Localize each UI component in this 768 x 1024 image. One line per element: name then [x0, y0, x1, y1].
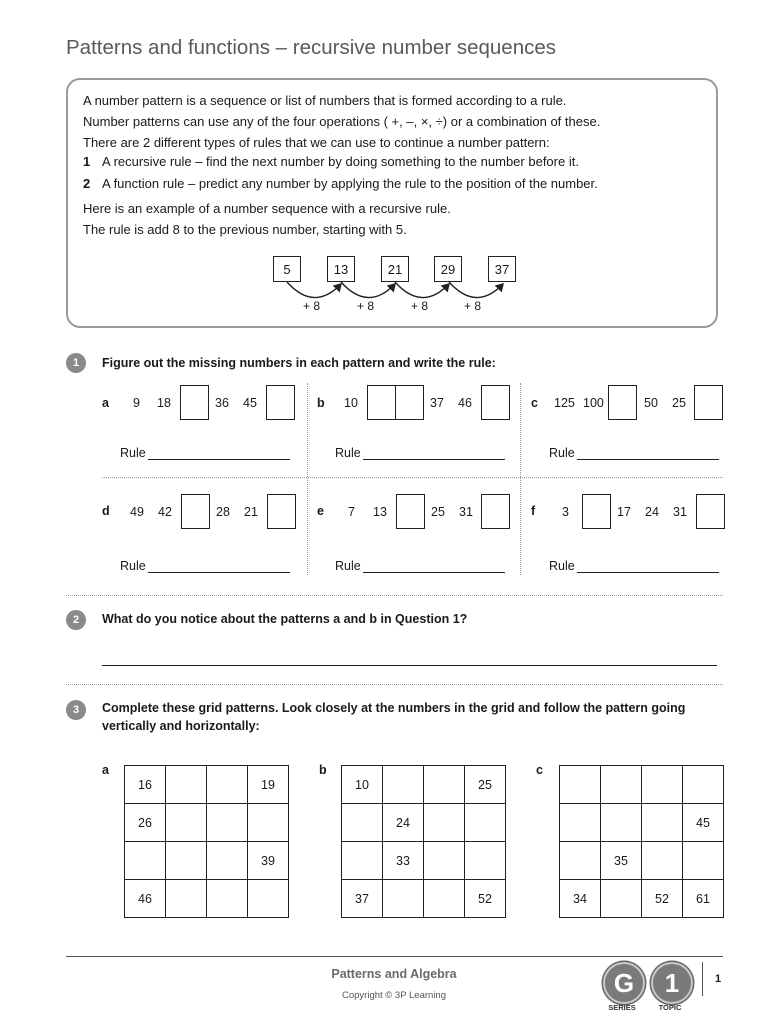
- question-text: Figure out the missing numbers in each pattern and write the rule:: [102, 356, 496, 370]
- pattern-number: 36: [215, 396, 229, 410]
- sequence-box: 29: [434, 256, 462, 282]
- grid-cell[interactable]: [207, 880, 248, 918]
- rule-answer-line[interactable]: [363, 572, 505, 573]
- grid-letter: c: [536, 763, 543, 777]
- grid-cell[interactable]: [465, 804, 506, 842]
- grid-row: [125, 880, 289, 918]
- number-grid-c: [559, 765, 724, 918]
- section-divider: [66, 595, 723, 596]
- answer-box[interactable]: [481, 494, 510, 529]
- column-divider: [520, 383, 521, 575]
- rule-label: Rule: [335, 559, 361, 573]
- rule-label: Rule: [335, 446, 361, 460]
- answer-box[interactable]: [181, 494, 210, 529]
- grid-cell[interactable]: [383, 880, 424, 918]
- question-number: 3: [66, 700, 86, 720]
- pattern-number: 100: [583, 396, 604, 410]
- topic-badge: 1: [651, 962, 693, 1004]
- answer-box[interactable]: [694, 385, 723, 420]
- item-letter: f: [531, 504, 536, 518]
- rule-number: 2: [83, 176, 91, 191]
- grid-cell: 61: [683, 880, 724, 918]
- grid-cell[interactable]: [424, 842, 465, 880]
- grid-letter: b: [319, 763, 327, 777]
- answer-box[interactable]: [481, 385, 510, 420]
- footer-divider: [702, 962, 703, 996]
- sequence-box: 21: [381, 256, 409, 282]
- rule-answer-line[interactable]: [148, 572, 290, 573]
- pattern-number: 50: [644, 396, 658, 410]
- grid-cell[interactable]: [342, 842, 383, 880]
- pattern-number: 3: [562, 505, 569, 519]
- question-text: Complete these grid patterns. Look closely at the numbers in the grid and follow the pattern going: [102, 701, 686, 715]
- answer-box[interactable]: [266, 385, 295, 420]
- pattern-number: 10: [344, 396, 358, 410]
- question-text: vertically and horizontally:: [102, 719, 260, 733]
- grid-cell[interactable]: [207, 842, 248, 880]
- rule-label: Rule: [120, 446, 146, 460]
- pattern-number: 31: [673, 505, 687, 519]
- item-letter: b: [317, 396, 325, 410]
- grid-cell: 37: [342, 880, 383, 918]
- grid-cell: 35: [601, 842, 642, 880]
- pattern-number: 21: [244, 505, 258, 519]
- grid-cell: 52: [642, 880, 683, 918]
- rule-number: 1: [83, 154, 91, 169]
- rule-text: A recursive rule – find the next number by doing something to the number before it.: [102, 154, 579, 169]
- number-grid-b: [341, 765, 506, 918]
- grid-cell: 46: [125, 880, 166, 918]
- grid-cell[interactable]: [465, 842, 506, 880]
- question-number: 1: [66, 353, 86, 373]
- grid-cell[interactable]: [560, 842, 601, 880]
- grid-cell[interactable]: [683, 842, 724, 880]
- grid-row: [125, 842, 289, 880]
- grid-row: [560, 880, 724, 918]
- step-label: + 8: [303, 299, 321, 313]
- answer-box[interactable]: [582, 494, 611, 529]
- question-text: What do you notice about the patterns a and b in Question 1?: [102, 612, 468, 626]
- grid-cell[interactable]: [683, 766, 724, 804]
- pattern-number: 24: [645, 505, 659, 519]
- intro-line: Here is an example of a number sequence with a recursive rule.: [83, 201, 451, 216]
- grid-row: [342, 766, 506, 804]
- answer-box[interactable]: [367, 385, 396, 420]
- rule-text: A function rule – predict any number by applying the rule to the position of the number.: [102, 176, 598, 191]
- grid-cell: 19: [248, 766, 289, 804]
- grid-cell[interactable]: [642, 804, 683, 842]
- grid-cell[interactable]: [248, 880, 289, 918]
- number-grid-a: [124, 765, 289, 918]
- pattern-number: 125: [554, 396, 575, 410]
- step-label: + 8: [357, 299, 375, 313]
- grid-cell: 52: [465, 880, 506, 918]
- rule-answer-line[interactable]: [363, 459, 505, 460]
- answer-box[interactable]: [396, 494, 425, 529]
- rule-label: Rule: [549, 559, 575, 573]
- grid-cell[interactable]: [601, 766, 642, 804]
- pattern-number: 9: [133, 396, 140, 410]
- item-letter: d: [102, 504, 110, 518]
- grid-cell[interactable]: [424, 880, 465, 918]
- pattern-number: 13: [373, 505, 387, 519]
- sequence-box: 13: [327, 256, 355, 282]
- page-number: 1: [715, 973, 722, 985]
- grid-cell[interactable]: [601, 804, 642, 842]
- topic-label: TOPIC: [658, 1003, 682, 1012]
- rule-answer-line[interactable]: [577, 572, 719, 573]
- sequence-box: 5: [273, 256, 301, 282]
- answer-box[interactable]: [180, 385, 209, 420]
- series-badge: G: [603, 962, 645, 1004]
- footer-copyright: Copyright © 3P Learning: [342, 990, 446, 1001]
- grid-cell[interactable]: [342, 804, 383, 842]
- pattern-number: 25: [431, 505, 445, 519]
- intro-line: The rule is add 8 to the previous number, starting with 5.: [83, 222, 407, 237]
- grid-row: [125, 804, 289, 842]
- pattern-number: 25: [672, 396, 686, 410]
- grid-cell[interactable]: [560, 766, 601, 804]
- grid-cell[interactable]: [560, 804, 601, 842]
- grid-cell[interactable]: [642, 842, 683, 880]
- grid-cell: 39: [248, 842, 289, 880]
- grid-cell[interactable]: [166, 842, 207, 880]
- grid-letter: a: [102, 763, 109, 777]
- pattern-number: 17: [617, 505, 631, 519]
- answer-box[interactable]: [267, 494, 296, 529]
- item-letter: e: [317, 504, 324, 518]
- grid-cell[interactable]: [248, 804, 289, 842]
- grid-cell: 45: [683, 804, 724, 842]
- grid-cell[interactable]: [125, 842, 166, 880]
- grid-cell: 25: [465, 766, 506, 804]
- answer-box[interactable]: [608, 385, 637, 420]
- pattern-number: 7: [348, 505, 355, 519]
- row-divider: [102, 477, 723, 478]
- item-letter: c: [531, 396, 538, 410]
- footer-title: Patterns and Algebra: [331, 967, 457, 981]
- grid-cell: 33: [383, 842, 424, 880]
- sequence-box: 37: [488, 256, 516, 282]
- pattern-number: 18: [157, 396, 171, 410]
- section-divider: [66, 684, 723, 685]
- answer-box[interactable]: [696, 494, 725, 529]
- pattern-number: 28: [216, 505, 230, 519]
- intro-line: A number pattern is a sequence or list of numbers that is formed according to a rule.: [83, 93, 567, 108]
- grid-cell[interactable]: [166, 804, 207, 842]
- grid-cell[interactable]: [207, 766, 248, 804]
- step-label: + 8: [411, 299, 429, 313]
- grid-cell[interactable]: [166, 766, 207, 804]
- pattern-number: 49: [130, 505, 144, 519]
- pattern-number: 37: [430, 396, 444, 410]
- pattern-number: 46: [458, 396, 472, 410]
- series-label: SERIES: [608, 1003, 636, 1012]
- grid-row: [560, 842, 724, 880]
- grid-cell[interactable]: [424, 804, 465, 842]
- grid-cell: 34: [560, 880, 601, 918]
- grid-row: [560, 804, 724, 842]
- grid-cell[interactable]: [166, 880, 207, 918]
- rule-answer-line[interactable]: [148, 459, 290, 460]
- grid-cell: 16: [125, 766, 166, 804]
- grid-row: [125, 766, 289, 804]
- page-title: Patterns and functions – recursive number sequences: [66, 36, 556, 59]
- pattern-number: 31: [459, 505, 473, 519]
- footer-rule: [66, 956, 723, 957]
- rule-answer-line[interactable]: [577, 459, 719, 460]
- pattern-number: 42: [158, 505, 172, 519]
- rule-label: Rule: [120, 559, 146, 573]
- answer-line[interactable]: [102, 665, 717, 666]
- step-label: + 8: [464, 299, 482, 313]
- grid-cell[interactable]: [207, 804, 248, 842]
- question-number: 2: [66, 610, 86, 630]
- item-letter: a: [102, 396, 109, 410]
- pattern-number: 45: [243, 396, 257, 410]
- grid-cell: 26: [125, 804, 166, 842]
- intro-line: Number patterns can use any of the four operations ( +, –, ×, ÷) or a combination of these.: [83, 114, 601, 129]
- grid-row: [342, 804, 506, 842]
- grid-cell: 24: [383, 804, 424, 842]
- grid-cell[interactable]: [642, 766, 683, 804]
- grid-cell: 10: [342, 766, 383, 804]
- grid-cell[interactable]: [383, 766, 424, 804]
- grid-row: [342, 880, 506, 918]
- intro-line: There are 2 different types of rules that we can use to continue a number pattern:: [83, 135, 550, 150]
- grid-cell[interactable]: [601, 880, 642, 918]
- answer-box[interactable]: [395, 385, 424, 420]
- grid-cell[interactable]: [424, 766, 465, 804]
- grid-row: [560, 766, 724, 804]
- column-divider: [307, 383, 308, 575]
- grid-row: [342, 842, 506, 880]
- rule-label: Rule: [549, 446, 575, 460]
